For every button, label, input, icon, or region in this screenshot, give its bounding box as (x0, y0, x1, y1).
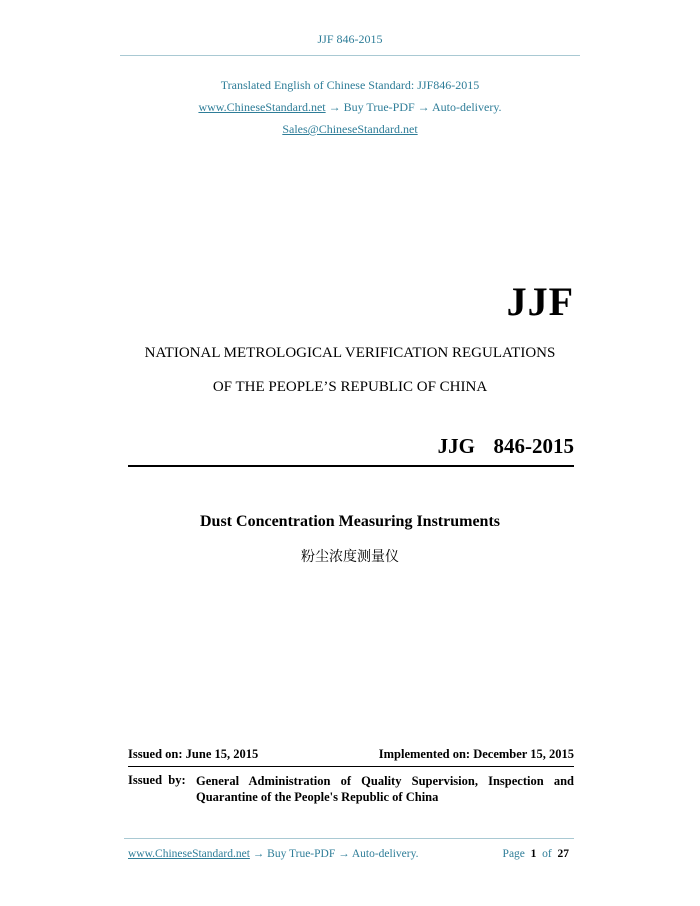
footer-divider (124, 838, 574, 839)
regulation-line-2: OF THE PEOPLE’S REPUBLIC OF CHINA (212, 379, 488, 395)
promo-line-2 (0, 100, 700, 115)
promo-line-2-rest: → Buy True-PDF → Auto-delivery. (325, 100, 502, 114)
regulation-line-1: NATIONAL METROLOGICAL VERIFICATION REGULATIONS (144, 345, 556, 361)
footer-promo-rest: → Buy True-PDF → Auto-delivery. (249, 848, 419, 860)
footer-site-link[interactable]: www.ChineseStandard.net (128, 848, 250, 860)
issuer-line-2: Quarantine of the People's Republic of China (196, 790, 439, 804)
footer-promo (128, 848, 418, 860)
header-divider (120, 55, 580, 56)
issuer-line-1: General Administration of Quality Supervision, Inspection and (196, 774, 574, 788)
issued-on-date: Issued on: June 15, 2015 (128, 747, 259, 761)
promo-email-link[interactable]: Sales@ChineseStandard.net (282, 122, 418, 136)
dates-divider (128, 766, 574, 767)
issued-by-label: Issued by: (128, 773, 186, 787)
page-total: 27 (557, 848, 569, 860)
header-code: JJF 846-2015 (317, 32, 383, 46)
page-label: Page (502, 848, 525, 860)
standard-divider (128, 465, 574, 467)
implemented-on-date: Implemented on: December 15, 2015 (378, 747, 574, 761)
promo-line-3 (0, 122, 700, 137)
document-title-zh: 粉尘浓度测量仪 (301, 549, 399, 565)
page-of: of (542, 848, 552, 860)
promo-site-link[interactable]: www.ChineseStandard.net (198, 100, 326, 114)
document-title-en: Dust Concentration Measuring Instruments (200, 513, 500, 530)
page-current: 1 (530, 848, 537, 860)
jjf-logo: JJF (506, 279, 574, 324)
standard-number: JJG 846-2015 (437, 434, 574, 458)
page-indicator (503, 848, 569, 860)
promo-line-1: Translated English of Chinese Standard: JJF846-2015 (220, 78, 480, 92)
